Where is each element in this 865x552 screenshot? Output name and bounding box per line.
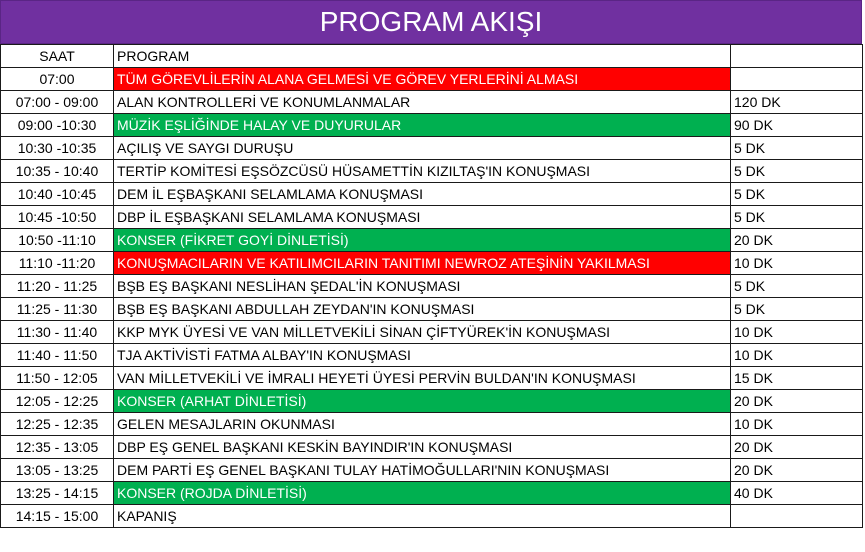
program-cell: DBP İL EŞBAŞKANI SELAMLAMA KONUŞMASI (114, 206, 731, 229)
program-cell: DEM İL EŞBAŞKANI SELAMLAMA KONUŞMASI (114, 183, 731, 206)
table-row (1, 183, 863, 206)
duration-cell: 20 DK (731, 229, 863, 252)
time-cell: 10:50 -11:10 (1, 229, 114, 252)
table-row (1, 160, 863, 183)
duration-cell: 5 DK (731, 160, 863, 183)
duration-cell: 10 DK (731, 413, 863, 436)
duration-cell: 5 DK (731, 183, 863, 206)
program-cell: DEM PARTİ EŞ GENEL BAŞKANI TULAY HATİMOĞULLARI'NIN KONUŞMASI (114, 459, 731, 482)
time-cell: 09:00 -10:30 (1, 114, 114, 137)
program-cell: KONUŞMACILARIN VE KATILIMCILARIN TANITIMI NEWROZ ATEŞİNİN YAKILMASI (114, 252, 731, 275)
table-row (1, 321, 863, 344)
table-row (1, 275, 863, 298)
duration-cell: 5 DK (731, 206, 863, 229)
program-cell: TERTİP KOMİTESİ EŞSÖZCÜSÜ HÜSAMETTİN KIZILTAŞ'IN KONUŞMASI (114, 160, 731, 183)
duration-cell (731, 68, 863, 91)
time-cell: 11:30 - 11:40 (1, 321, 114, 344)
program-cell: TJA AKTİVİSTİ FATMA ALBAY'IN KONUŞMASI (114, 344, 731, 367)
table-row (1, 252, 863, 275)
program-cell: BŞB EŞ BAŞKANI NESLİHAN ŞEDAL'İN KONUŞMASI (114, 275, 731, 298)
table-row (1, 390, 863, 413)
table-row (1, 482, 863, 505)
table-row (1, 344, 863, 367)
time-cell: 13:05 - 13:25 (1, 459, 114, 482)
program-cell: MÜZİK EŞLİĞİNDE HALAY VE DUYURULAR (114, 114, 731, 137)
time-cell: 12:05 - 12:25 (1, 390, 114, 413)
duration-cell: 90 DK (731, 114, 863, 137)
duration-cell: 10 DK (731, 321, 863, 344)
time-cell: 10:45 -10:50 (1, 206, 114, 229)
table-row (1, 91, 863, 114)
duration-cell: 5 DK (731, 137, 863, 160)
duration-cell: 20 DK (731, 436, 863, 459)
program-cell: KKP MYK ÜYESİ VE VAN MİLLETVEKİLİ SİNAN ÇİFTYÜREK'İN KONUŞMASI (114, 321, 731, 344)
header-duration (731, 45, 863, 68)
table-row (1, 436, 863, 459)
duration-cell (731, 505, 863, 528)
program-cell: KAPANIŞ (114, 505, 731, 528)
program-cell: AÇILIŞ VE SAYGI DURUŞU (114, 137, 731, 160)
time-cell: 13:25 - 14:15 (1, 482, 114, 505)
table-row (1, 413, 863, 436)
table-row (1, 68, 863, 91)
page-title: PROGRAM AKIŞI (0, 0, 862, 44)
duration-cell: 5 DK (731, 298, 863, 321)
time-cell: 10:35 - 10:40 (1, 160, 114, 183)
duration-cell: 20 DK (731, 459, 863, 482)
time-cell: 07:00 (1, 68, 114, 91)
table-row (1, 206, 863, 229)
schedule-body (1, 68, 863, 528)
time-cell: 11:10 -11:20 (1, 252, 114, 275)
duration-cell: 120 DK (731, 91, 863, 114)
time-cell: 12:35 - 13:05 (1, 436, 114, 459)
time-cell: 07:00 - 09:00 (1, 91, 114, 114)
time-cell: 11:20 - 11:25 (1, 275, 114, 298)
table-row (1, 229, 863, 252)
program-cell: KONSER (ROJDA DİNLETİSİ) (114, 482, 731, 505)
time-cell: 11:25 - 11:30 (1, 298, 114, 321)
time-cell: 12:25 - 12:35 (1, 413, 114, 436)
table-row (1, 298, 863, 321)
program-cell: DBP EŞ GENEL BAŞKANI KESKİN BAYINDIR'IN KONUŞMASI (114, 436, 731, 459)
time-cell: 11:40 - 11:50 (1, 344, 114, 367)
duration-cell: 10 DK (731, 344, 863, 367)
program-cell: TÜM GÖREVLİLERİN ALANA GELMESİ VE GÖREV YERLERİNİ ALMASI (114, 68, 731, 91)
time-cell: 10:30 -10:35 (1, 137, 114, 160)
duration-cell: 20 DK (731, 390, 863, 413)
table-row (1, 114, 863, 137)
schedule-table (0, 44, 863, 528)
program-cell: BŞB EŞ BAŞKANI ABDULLAH ZEYDAN'IN KONUŞMASI (114, 298, 731, 321)
time-cell: 10:40 -10:45 (1, 183, 114, 206)
program-cell: ALAN KONTROLLERİ VE KONUMLANMALAR (114, 91, 731, 114)
duration-cell: 40 DK (731, 482, 863, 505)
duration-cell: 15 DK (731, 367, 863, 390)
program-cell: KONSER (FİKRET GOYİ DİNLETİSİ) (114, 229, 731, 252)
table-row (1, 367, 863, 390)
header-row (1, 45, 863, 68)
table-row (1, 459, 863, 482)
program-cell: GELEN MESAJLARIN OKUNMASI (114, 413, 731, 436)
time-cell: 11:50 - 12:05 (1, 367, 114, 390)
header-program: PROGRAM (114, 45, 731, 68)
program-cell: KONSER (ARHAT DİNLETİSİ) (114, 390, 731, 413)
duration-cell: 5 DK (731, 275, 863, 298)
duration-cell: 10 DK (731, 252, 863, 275)
table-row (1, 505, 863, 528)
table-row (1, 137, 863, 160)
time-cell: 14:15 - 15:00 (1, 505, 114, 528)
header-time: SAAT (1, 45, 114, 68)
program-cell: VAN MİLLETVEKİLİ VE İMRALI HEYETİ ÜYESİ PERVİN BULDAN'IN KONUŞMASI (114, 367, 731, 390)
